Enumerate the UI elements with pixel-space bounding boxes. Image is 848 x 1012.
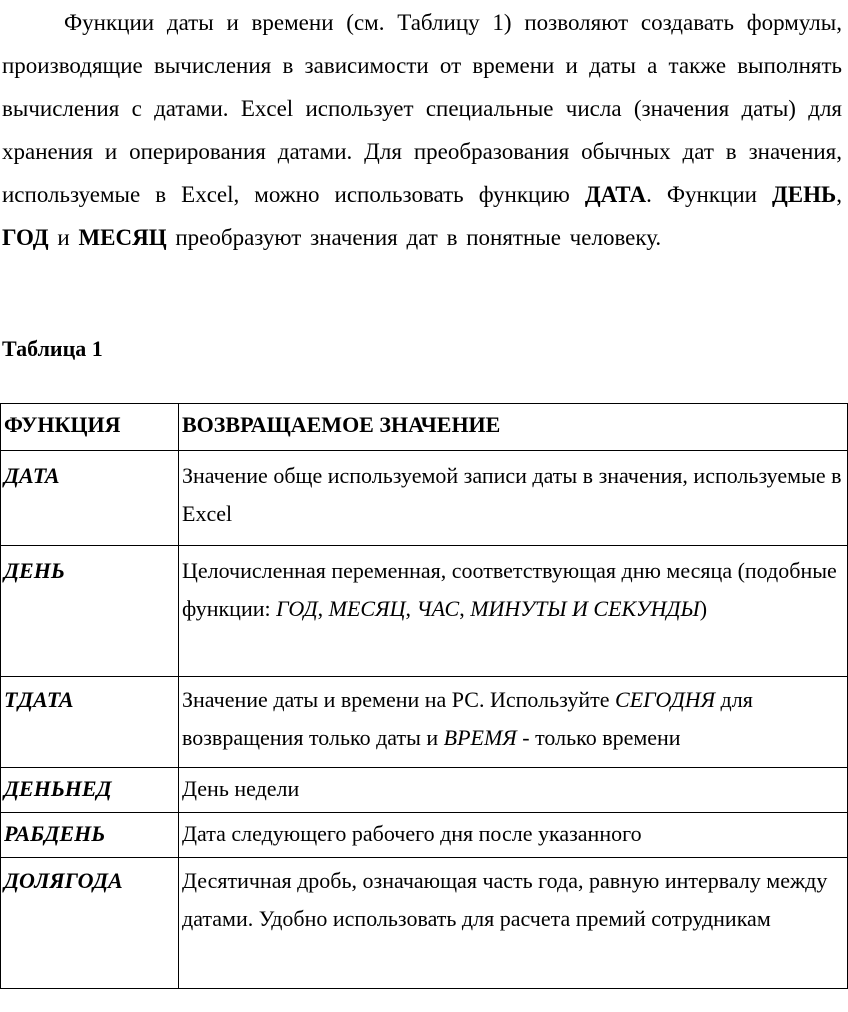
intro-function-mesyac: МЕСЯЦ: [78, 225, 167, 250]
function-ref-segodnya: СЕГОДНЯ: [615, 687, 716, 712]
function-desc-part: для возвращения только даты и: [182, 687, 753, 750]
table-row: [1, 546, 848, 677]
header-cell-function: [1, 404, 179, 451]
function-name-cell: [1, 546, 179, 677]
function-desc: Значение обще используемой записи даты в значения, используемые в Excel: [182, 463, 842, 526]
function-desc: Дата следующего рабочего дня после указанного: [182, 821, 642, 846]
function-desc-part: ): [699, 596, 708, 621]
function-name: РАБДЕНЬ: [4, 821, 106, 846]
function-name: ДОЛЯГОДА: [4, 868, 123, 893]
header-return-label: ВОЗВРАЩАЕМОЕ ЗНАЧЕНИЕ: [182, 412, 501, 437]
functions-table: [0, 403, 848, 989]
function-desc-part: Значение даты и времени на РС. Используйте: [182, 687, 616, 712]
function-desc: Десятичная дробь, означающая часть года, равную интервалу между датами. Удобно использовать для расчета премий сотрудникам: [182, 868, 828, 931]
function-desc-cell: [179, 546, 848, 677]
table-header-row: [1, 404, 848, 451]
table-row: [1, 677, 848, 768]
intro-text-3: ,: [836, 182, 842, 207]
intro-text-1: Функции даты и времени (см. Таблицу 1) позволяют создавать формулы, производящие вычисления в зависимости от времени и даты а также выполнять вычисления с датами. Excel использует специальные числа (значения даты) для хранения и оперирования датами. Для преобразования обычных дат в значения, используемые в Excel, можно использовать функцию: [2, 10, 842, 207]
function-name-cell: [1, 768, 179, 813]
function-ref-chas: ЧАС: [416, 596, 460, 621]
function-ref-minuty-sekundy: МИНУТЫ И СЕКУНДЫ: [470, 596, 700, 621]
function-name: ДЕНЬНЕД: [4, 776, 112, 801]
intro-function-data: ДАТА: [584, 182, 647, 207]
function-ref-god: ГОД: [276, 596, 318, 621]
function-desc: День недели: [182, 776, 300, 801]
function-desc-cell: [179, 677, 848, 768]
header-function-label: ФУНКЦИЯ: [4, 412, 121, 437]
function-desc-cell: [179, 451, 848, 546]
table-row: [1, 451, 848, 546]
function-ref-vremya: ВРЕМЯ: [443, 725, 517, 750]
table-row: [1, 768, 848, 813]
function-desc-cell: [179, 858, 848, 989]
table-row: [1, 813, 848, 858]
table-row: [1, 858, 848, 989]
intro-text-4: и: [48, 225, 79, 250]
function-desc-part: ,: [459, 596, 471, 621]
function-desc-part: ,: [317, 596, 329, 621]
function-name-cell: [1, 677, 179, 768]
function-desc-cell: [179, 768, 848, 813]
table-caption: Таблица 1: [2, 336, 103, 361]
header-cell-return: [179, 404, 848, 451]
function-ref-mesyac: МЕСЯЦ: [328, 596, 406, 621]
intro-text-5: преобразуют значения дат в понятные человеку.: [166, 225, 662, 250]
function-name-cell: [1, 858, 179, 989]
intro-text-2: . Функции: [646, 182, 772, 207]
function-desc-part: Целочисленная переменная, соответствующая дню месяца (подобные функции:: [182, 558, 837, 621]
function-desc-part: - только времени: [516, 725, 681, 750]
function-name: ТДАТА: [4, 687, 74, 712]
intro-paragraph: [2, 1, 842, 259]
intro-function-den: ДЕНЬ: [771, 182, 837, 207]
function-name: ДЕНЬ: [4, 558, 65, 583]
function-desc-cell: [179, 813, 848, 858]
intro-function-god: ГОД: [2, 225, 49, 250]
function-name-cell: [1, 813, 179, 858]
function-name-cell: [1, 451, 179, 546]
function-name: ДАТА: [4, 463, 60, 488]
function-desc-part: ,: [405, 596, 417, 621]
